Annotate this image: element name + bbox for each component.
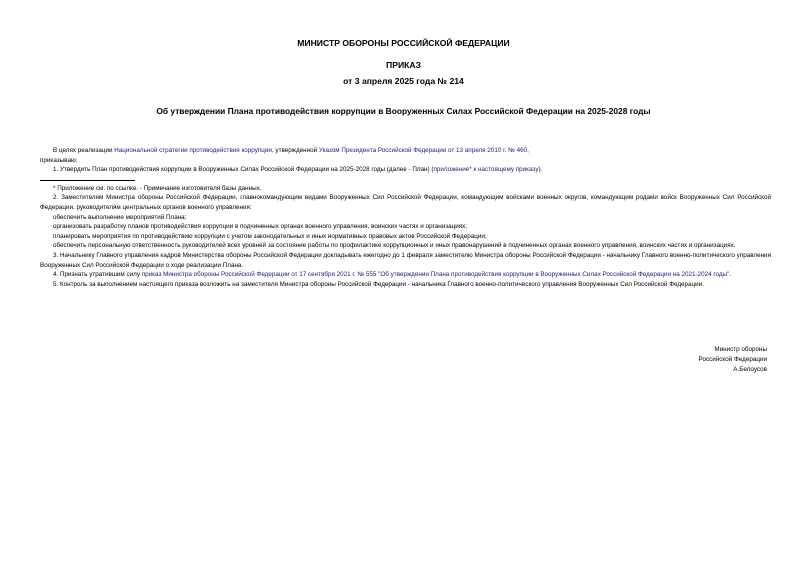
link-repealed-order[interactable]: приказ Министра обороны Российской Федерации от 17 сентября 2021 г. № 555 "Об утверждении Плана противодействия коррупции в Вооруженных Силах Российской Федерации на 2021-2024 годы" — [141, 271, 730, 279]
document-body — [40, 146, 771, 289]
item-2-subitem: обеспечить персональную ответственность руководителей всех уровней за состояние работы по профилактике коррупционных и иных правонарушений в подчиненных органах военного управления, воинских частях и организациях. — [53, 242, 736, 250]
preamble-text: В целях реализации — [53, 147, 115, 154]
preamble-text: , утвержденной — [271, 147, 319, 154]
item-1-text: 1. Утвердить План противодействия коррупции в Вооруженных Силах Российской Федерации на 2025-2028 годы (далее - План) ( — [53, 166, 434, 174]
paragraph-preamble — [40, 146, 771, 156]
paragraph-item-4 — [40, 270, 771, 280]
signature-block — [699, 345, 767, 375]
document-title: Об утверждении Плана противодействия коррупции в Вооруженных Силах Российской Федерации на 2025-2028 годы — [156, 106, 651, 116]
item-2-subitem: планировать мероприятия по противодействию коррупции с учетом законодательных и иных нормативных правовых актов Российской Федерации; — [53, 232, 487, 240]
item-4-text: 4. Признать утратившим силу — [53, 271, 142, 279]
document-type: ПРИКАЗ — [386, 60, 421, 70]
paragraph-item-1 — [40, 165, 771, 175]
signature-position: Министр обороны — [714, 346, 767, 353]
link-anticorruption-strategy[interactable]: Национальной стратегии противодействия коррупции — [114, 147, 272, 154]
footnote-divider — [40, 180, 135, 181]
item-2-subitem: обеспечить выполнение мероприятий Плана; — [53, 213, 187, 221]
preamble-text: , — [527, 147, 529, 154]
link-presidential-decree[interactable]: Указом Президента Российской Федерации от 13 апреля 2010 г. № 460 — [318, 147, 528, 154]
signature-name: А.Белоусов — [733, 366, 767, 373]
item-2-subitem: организовать разработку планов противодействия коррупции в подчиненных органах военного управления, воинских частях и организациях; — [53, 223, 468, 231]
paragraph-orders: приказываю: — [40, 156, 78, 164]
item-4-text: . — [729, 271, 732, 279]
paragraph-item-2: 2. Заместителям Министра обороны Российской Федерации, главнокомандующим видами Вооруженных Сил Российской Федерации, командующим войсками военных округов, командующим родами войск Вооруженных Сил Российской Федерации, руководителям центральных органов военного управления: — [40, 194, 771, 211]
link-appendix[interactable]: приложение* к настоящему приказу — [433, 166, 539, 174]
signature-position: Российской Федерации — [698, 356, 767, 363]
item-1-text: ). — [538, 166, 543, 174]
document-date-number: от 3 апреля 2025 года № 214 — [343, 76, 464, 86]
paragraph-item-3: 3. Начальнику Главного управления кадров Министерства обороны Российской Федерации докладывать ежегодно до 1 февраля заместителю Министра обороны Российской Федерации - начальнику Главного военно-политического управления Вооруженных Сил Российской Федерации о ходе реализации Плана. — [40, 251, 771, 269]
footnote: * Приложение см. по ссылке. - Примечание изготовителя базы данных. — [53, 184, 262, 192]
issuing-authority: МИНИСТР ОБОРОНЫ РОССИЙСКОЙ ФЕДЕРАЦИИ — [297, 38, 510, 48]
paragraph-item-5: 5. Контроль за выполнением настоящего приказа возложить на заместителя Министра обороны Российской Федерации - начальника Главного военно-политического управления Вооруженных Сил Российской Федерации. — [53, 280, 704, 288]
